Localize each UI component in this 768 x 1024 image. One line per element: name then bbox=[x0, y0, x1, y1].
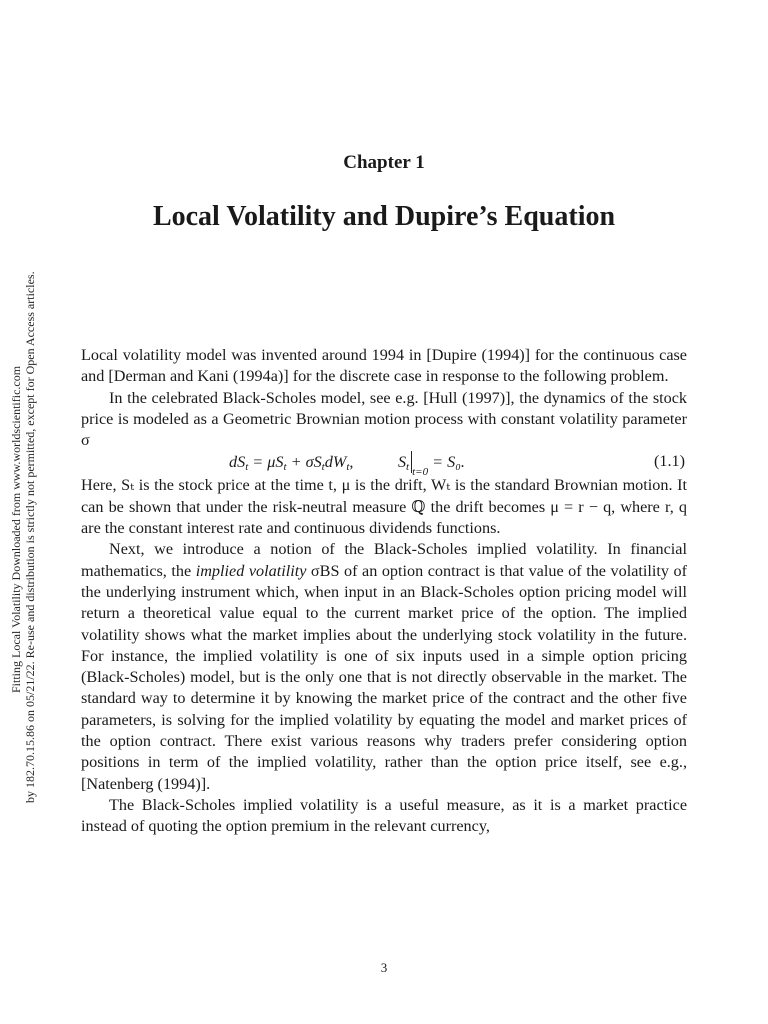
watermark-line-1: Fitting Local Volatility Downloaded from www.worldscientific.com bbox=[9, 365, 23, 693]
body-text bbox=[81, 345, 687, 838]
chapter-title: Local Volatility and Dupire’s Equation bbox=[152, 201, 616, 232]
paragraph-implied-volatility: Next, we introduce a notion of the Black-Scholes implied volatility. In financial mathematics, the implied volatility σBS of an option contract is that value of the volatility of the underlying instrument which, when input in an Black-Scholes option pricing model will return a theoretical value equal to the current market price of the option. The implied volatility shows what the market implies about the underlying stock volatility in the future. For instance, the implied volatility is one of six inputs used in a simple option pricing (Black-Scholes) model, but is the only one that is not directly observable in the market. The standard way to determine it by knowing the market price of the contract and the other five parameters, is solving for the implied volatility by equating the model and market prices of the option contract. There exist various reasons why traders prefer considering option positions in term of the implied volatility, rather than the option price itself, see e.g., [Natenberg (1994)]. bbox=[81, 540, 687, 793]
paragraph-definitions: Here, Sₜ is the stock price at the time t, μ is the drift, Wₜ is the standard Brownian motion. It can be shown that under the risk-neutral measure ℚ the drift becomes μ = r − q, where r, q are the constant interest rate and continuous dividends functions. bbox=[81, 476, 687, 538]
watermark-line-2: by 182.70.15.86 on 05/21/22. Re-use and distribution is strictly not permitted, except for Open Access articles. bbox=[23, 271, 37, 803]
equation-number: (1.1) bbox=[653, 452, 685, 471]
paragraph-market-practice: The Black-Scholes implied volatility is a useful measure, as it is a market practice instead of quoting the option premium in the relevant currency, bbox=[81, 795, 687, 836]
emphasis-implied-volatility: implied volatility bbox=[195, 561, 307, 580]
page-number: 3 bbox=[380, 960, 388, 975]
paragraph-black-scholes: In the celebrated Black-Scholes model, see e.g. [Hull (1997)], the dynamics of the stock price is modeled as a Geometric Brownian motion process with constant volatility parameter σ bbox=[81, 388, 687, 450]
chapter-label: Chapter 1 bbox=[343, 152, 425, 173]
paragraph-intro: Local volatility model was invented around 1994 in [Dupire (1994)] for the continuous case and [Derman and Kani (1994a)] for the discrete case in response to the following problem. bbox=[81, 346, 687, 386]
equation-1-1 bbox=[81, 451, 687, 479]
equation-body: $dS_t = \mu S_t + \sigma S_tdW_t$, $S_t$ $_{t=0}$ = S₀. bbox=[229, 453, 465, 479]
